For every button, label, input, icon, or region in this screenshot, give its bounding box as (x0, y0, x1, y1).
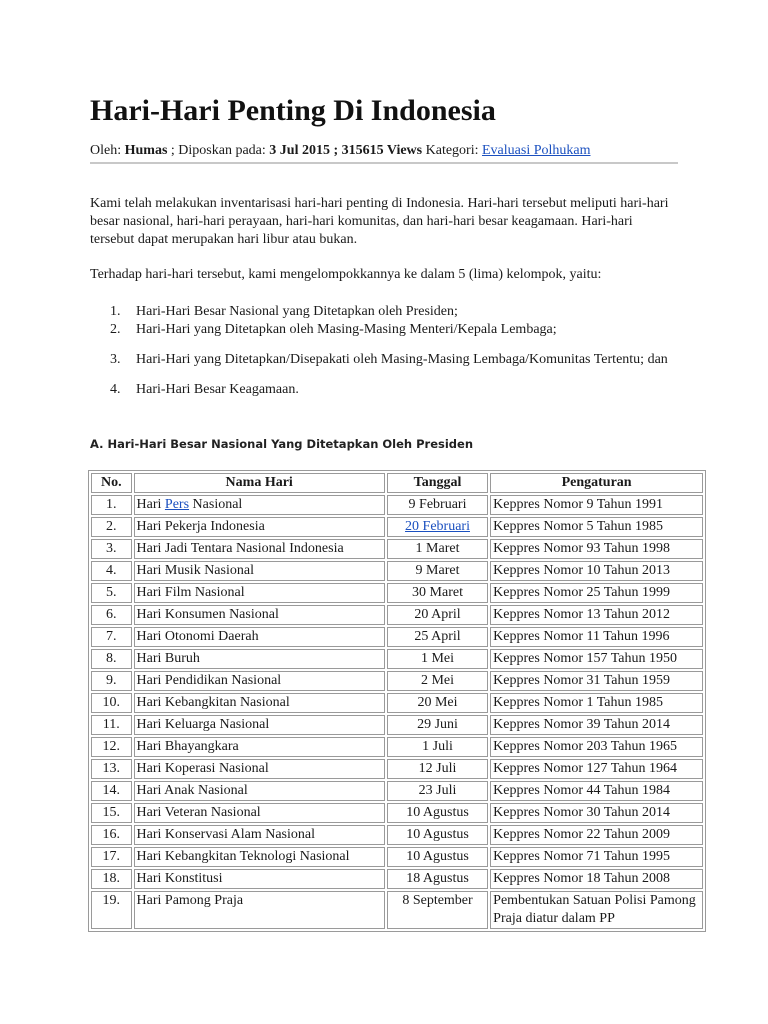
cell-name: Hari Konservasi Alam Nasional (134, 825, 385, 845)
cell-no: 2. (91, 517, 132, 537)
cell-name: Hari Film Nasional (134, 583, 385, 603)
cell-name: Hari Bhayangkara (134, 737, 385, 757)
list-item-text: Hari-Hari yang Ditetapkan oleh Masing-Masing Menteri/Kepala Lembaga; (136, 322, 557, 337)
cell-no: 4. (91, 561, 132, 581)
table-row (91, 781, 703, 801)
cell-rule: Keppres Nomor 31 Tahun 1959 (490, 671, 703, 691)
cell-date: 9 Februari (387, 495, 488, 515)
list-item (110, 303, 726, 321)
cell-rule: Keppres Nomor 22 Tahun 2009 (490, 825, 703, 845)
list-number: 2. (110, 322, 121, 337)
table-row (91, 891, 703, 929)
cell-date: 23 Juli (387, 781, 488, 801)
cell-rule: Keppres Nomor 203 Tahun 1965 (490, 737, 703, 757)
list-item (110, 321, 726, 339)
header-name: Nama Hari (134, 473, 385, 493)
intro-paragraph: Kami telah melakukan inventarisasi hari-hari penting di Indonesia. Hari-hari tersebut meliputi hari-hari besar nasional, hari-hari perayaan, hari-hari komunitas, dan hari-hari besar keagamaan. Hari-hari tersebut dapat merupakan hari libur atau bukan. (90, 196, 669, 247)
table-row (91, 539, 703, 559)
header-date: Tanggal (387, 473, 488, 493)
cell-no: 12. (91, 737, 132, 757)
cell-no: 18. (91, 869, 132, 889)
table-row (91, 693, 703, 713)
list-number: 1. (110, 304, 121, 319)
cell-rule: Keppres Nomor 10 Tahun 2013 (490, 561, 703, 581)
cell-name: Hari Musik Nasional (134, 561, 385, 581)
cell-name: Hari Pendidikan Nasional (134, 671, 385, 691)
cell-no: 15. (91, 803, 132, 823)
cell-name: Hari Veteran Nasional (134, 803, 385, 823)
table-row (91, 561, 703, 581)
cell-date: 25 April (387, 627, 488, 647)
name-suffix: Nasional (189, 497, 243, 512)
list-item-text: Hari-Hari Besar Nasional yang Ditetapkan oleh Presiden; (136, 304, 458, 319)
cell-name: Hari Konstitusi (134, 869, 385, 889)
cell-rule: Keppres Nomor 18 Tahun 2008 (490, 869, 703, 889)
cell-name: Hari Konsumen Nasional (134, 605, 385, 625)
post-date-views: 3 Jul 2015 ; 315615 Views (269, 143, 423, 158)
header-rule: Pengaturan (490, 473, 703, 493)
table-row (91, 759, 703, 779)
cell-no: 17. (91, 847, 132, 867)
header-no: No. (91, 473, 132, 493)
cell-no: 7. (91, 627, 132, 647)
cell-no: 9. (91, 671, 132, 691)
table-row (91, 869, 703, 889)
table-row (91, 715, 703, 735)
table-row (91, 627, 703, 647)
cell-date: 20 April (387, 605, 488, 625)
category-link[interactable]: Evaluasi Polhukam (482, 143, 591, 158)
list-item (110, 381, 726, 399)
cell-date: 29 Juni (387, 715, 488, 735)
name-prefix: Hari (136, 497, 165, 512)
cell-rule: Keppres Nomor 11 Tahun 1996 (490, 627, 703, 647)
cell-rule: Keppres Nomor 71 Tahun 1995 (490, 847, 703, 867)
cell-name: Hari Buruh (134, 649, 385, 669)
cell-rule: Pembentukan Satuan Polisi Pamong Praja diatur dalam PP (490, 891, 703, 929)
table-row (91, 737, 703, 757)
cell-name: Hari Otonomi Daerah (134, 627, 385, 647)
list-item-text: Hari-Hari Besar Keagamaan. (136, 382, 299, 397)
cell-date (387, 517, 488, 537)
cell-no: 19. (91, 891, 132, 929)
cell-rule: Keppres Nomor 157 Tahun 1950 (490, 649, 703, 669)
cell-date: 9 Maret (387, 561, 488, 581)
list-item (110, 351, 726, 369)
post-meta (90, 142, 678, 164)
table-row (91, 605, 703, 625)
cell-rule: Keppres Nomor 9 Tahun 1991 (490, 495, 703, 515)
cell-date: 1 Juli (387, 737, 488, 757)
cell-name: Hari Kebangkitan Teknologi Nasional (134, 847, 385, 867)
table-row (91, 649, 703, 669)
cell-rule: Keppres Nomor 13 Tahun 2012 (490, 605, 703, 625)
cell-date: 10 Agustus (387, 803, 488, 823)
cell-name (134, 495, 385, 515)
list-number: 4. (110, 382, 121, 397)
cell-no: 1. (91, 495, 132, 515)
list-item-text: Hari-Hari yang Ditetapkan/Disepakati oleh Masing-Masing Lembaga/Komunitas Tertentu; dan (136, 352, 668, 367)
cell-date: 10 Agustus (387, 825, 488, 845)
cell-rule: Keppres Nomor 5 Tahun 1985 (490, 517, 703, 537)
table-header-row (91, 473, 703, 493)
by-label: Oleh: (90, 143, 125, 158)
cell-date: 1 Mei (387, 649, 488, 669)
cell-no: 11. (91, 715, 132, 735)
cell-no: 16. (91, 825, 132, 845)
cell-date: 8 September (387, 891, 488, 929)
table-row (91, 847, 703, 867)
cell-rule: Keppres Nomor 30 Tahun 2014 (490, 803, 703, 823)
cell-name: Hari Kebangkitan Nasional (134, 693, 385, 713)
cell-date: 30 Maret (387, 583, 488, 603)
table-row (91, 495, 703, 515)
cell-name: Hari Pamong Praja (134, 891, 385, 929)
cell-rule: Keppres Nomor 1 Tahun 1985 (490, 693, 703, 713)
cell-no: 5. (91, 583, 132, 603)
cell-no: 6. (91, 605, 132, 625)
cell-rule: Keppres Nomor 44 Tahun 1984 (490, 781, 703, 801)
list-number: 3. (110, 352, 121, 367)
cell-date: 12 Juli (387, 759, 488, 779)
cell-date: 1 Maret (387, 539, 488, 559)
table-row (91, 583, 703, 603)
table-row (91, 825, 703, 845)
cell-name: Hari Keluarga Nasional (134, 715, 385, 735)
grouping-paragraph: Terhadap hari-hari tersebut, kami mengelompokkannya ke dalam 5 (lima) kelompok, yaitu: (90, 267, 602, 282)
section-heading: A. Hari-Hari Besar Nasional Yang Ditetapkan Oleh Presiden (90, 437, 474, 451)
cell-date: 18 Agustus (387, 869, 488, 889)
cell-date: 2 Mei (387, 671, 488, 691)
cell-rule: Keppres Nomor 127 Tahun 1964 (490, 759, 703, 779)
posted-label: ; Diposkan pada: (167, 143, 270, 158)
pers-link[interactable]: Pers (164, 497, 190, 512)
page-title: Hari-Hari Penting Di Indonesia (90, 94, 496, 127)
category-label: Kategori: (422, 143, 482, 158)
cell-name: Hari Pekerja Indonesia (134, 517, 385, 537)
cell-date: 10 Agustus (387, 847, 488, 867)
cell-name: Hari Jadi Tentara Nasional Indonesia (134, 539, 385, 559)
date-link[interactable]: 20 Februari (405, 519, 470, 534)
table-row (91, 671, 703, 691)
group-list (90, 303, 726, 399)
cell-rule: Keppres Nomor 39 Tahun 2014 (490, 715, 703, 735)
table-row (91, 517, 703, 537)
cell-rule: Keppres Nomor 25 Tahun 1999 (490, 583, 703, 603)
cell-name: Hari Anak Nasional (134, 781, 385, 801)
cell-no: 3. (91, 539, 132, 559)
cell-name: Hari Koperasi Nasional (134, 759, 385, 779)
cell-no: 8. (91, 649, 132, 669)
author: Humas (124, 143, 168, 158)
cell-no: 14. (91, 781, 132, 801)
cell-rule: Keppres Nomor 93 Tahun 1998 (490, 539, 703, 559)
cell-date: 20 Mei (387, 693, 488, 713)
table-row (91, 803, 703, 823)
cell-no: 13. (91, 759, 132, 779)
cell-no: 10. (91, 693, 132, 713)
holidays-table (88, 470, 706, 932)
